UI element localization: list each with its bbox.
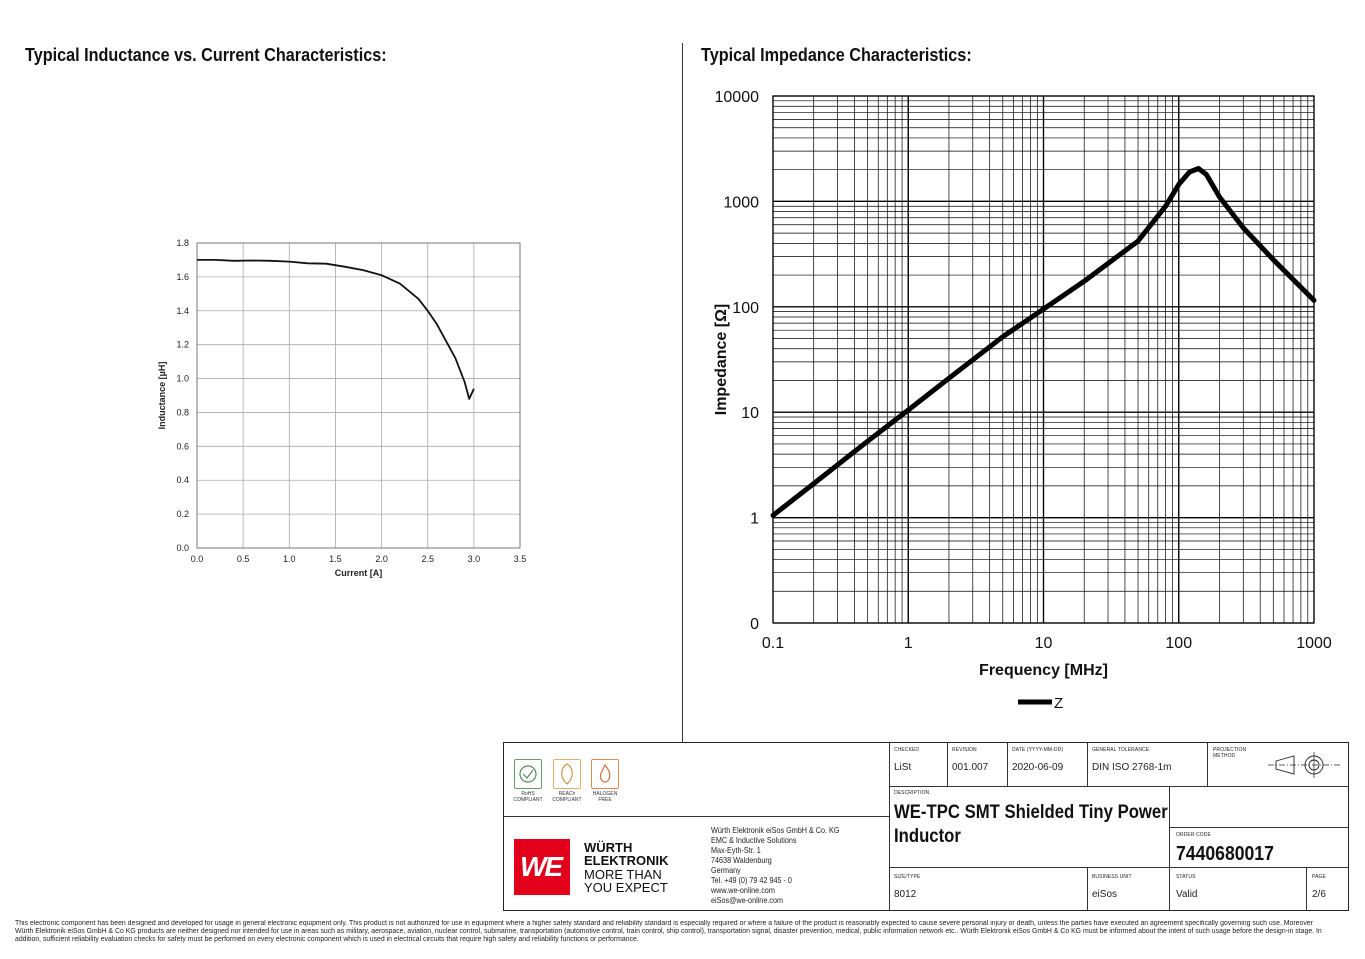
x-tick-label: 1000 <box>1296 635 1332 652</box>
tolerance-value: DIN ISO 2768-1m <box>1092 762 1172 773</box>
date-label: DATE (YYYY-MM-DD) <box>1012 747 1064 753</box>
address-line: Germany <box>711 865 741 875</box>
address-line: www.we-online.com <box>711 885 775 895</box>
x-tick-label: 3.0 <box>467 554 481 564</box>
we-logo-text: WE <box>520 851 562 882</box>
impedance-chart <box>700 80 1340 720</box>
y-tick-label: 1 <box>750 510 759 528</box>
we-logo <box>514 839 570 895</box>
y-tick-label: 0.4 <box>176 475 189 486</box>
rohs-sub: COMPLIANT <box>513 797 543 803</box>
x-tick-label: 100 <box>1165 635 1193 652</box>
y-tick-label: 0.0 <box>176 543 189 553</box>
x-tick-label: 0.5 <box>236 554 250 564</box>
right-chart-title: Typical Impedance Characteristics: <box>701 45 972 65</box>
description-label: DESCRIPTION <box>894 790 930 796</box>
x-axis-label: Frequency [MHz] <box>979 662 1108 679</box>
y-tick-label: 1.8 <box>176 238 189 248</box>
y-tick-label: 1.4 <box>176 305 189 316</box>
y-tick-label: 10 <box>741 405 759 423</box>
date-value: 2020-06-09 <box>1012 762 1064 773</box>
halogen-label: HALOGEN <box>592 791 618 797</box>
revision-label: REVISION <box>952 747 977 753</box>
y-tick-label: 100 <box>732 299 759 317</box>
size-value: 8012 <box>894 889 917 900</box>
address-line: eiSos@we-online.com <box>711 895 783 905</box>
y-axis-label: Impedance [Ω] <box>713 303 730 416</box>
description-value: WE-TPC SMT Shielded Tiny Power Inductor <box>894 802 1168 847</box>
size-label: SIZE/TYPE <box>894 874 921 880</box>
address-line: 74638 Waldenburg <box>711 855 772 865</box>
company-address <box>711 825 839 905</box>
y-tick-label: 0 <box>750 616 759 633</box>
status-label: STATUS <box>1176 874 1196 880</box>
revision-value: 001.007 <box>952 762 989 773</box>
x-tick-label: 3.5 <box>513 554 527 564</box>
reach-label: REACh <box>558 791 576 797</box>
x-tick-label: 0.1 <box>761 635 785 652</box>
order-code-value: 7440680017 <box>1176 843 1274 865</box>
x-tick-label: 1.5 <box>329 554 342 564</box>
y-tick-label: 0.8 <box>176 407 189 418</box>
projection-method-icon <box>1266 751 1342 779</box>
brand-line1: WÜRTH <box>584 840 633 855</box>
tolerance-label: GENERAL TOLERANCE <box>1092 747 1150 753</box>
brand-line3: MORE THAN <box>584 867 662 882</box>
brand-line2: ELEKTRONIK <box>584 853 669 868</box>
checked-value: LiSt <box>894 762 912 773</box>
address-line: Tel. +49 (0) 79 42 945 - 0 <box>711 875 792 885</box>
business-unit-value: eiSos <box>1092 889 1118 900</box>
y-axis-label: Inductance [µH] <box>157 361 167 430</box>
disclaimer-footer: This electronic component has been designed and developed for usage in general electronic equipment only. This product is not authorized for use in equipment where a higher safety standard and reliability standard is especially required or where a failure of the product is reasonably expected to cause severe personal injury or death, unless the parties have executed an agreement specifically governing such use. Moreover Würth Elektronik eiSos GmbH & Co KG products are neither designed nor intended for use in areas such as military, aerospace, aviation, nuclear control, submarine, transportation (automotive control, train control, ship control), transportation signal, disaster prevention, medical, public information network etc.. Würth Elektronik eiSos GmbH & Co KG must be informed about the intent of such usage before the design-in stage. In addition, sufficient reliability evaluation checks for safety must be performed on every electronic component which is used in electrical circuits that require high safety and reliability functions or performance. <box>15 920 1322 943</box>
x-axis-label: Current [A] <box>334 568 383 578</box>
projection-label: PROJECTION METHOD <box>1213 747 1247 759</box>
business-unit-label: BUSINESS UNIT <box>1092 874 1132 880</box>
checked-label: CHECKED <box>894 747 920 753</box>
page-value: 2/6 <box>1312 889 1326 900</box>
x-tick-label: 2.0 <box>375 554 388 564</box>
y-tick-label: 0.6 <box>176 441 189 452</box>
y-tick-label: 0.2 <box>176 509 189 520</box>
address-line: Max-Eyth-Str. 1 <box>711 845 761 855</box>
inductance-chart <box>150 235 550 585</box>
y-tick-label: 1.0 <box>176 373 189 384</box>
reach-sub: COMPLIANT <box>552 797 582 803</box>
address-line: EMC & Inductive Solutions <box>711 835 797 845</box>
rohs-icon <box>514 759 542 789</box>
y-tick-label: 10000 <box>714 89 759 106</box>
x-tick-label: 1.0 <box>283 554 296 564</box>
reach-icon <box>553 759 581 789</box>
y-tick-label: 1.2 <box>176 339 189 350</box>
x-tick-label: 2.5 <box>421 554 434 564</box>
left-chart-title: Typical Inductance vs. Current Characteristics: <box>25 45 387 65</box>
address-line: Würth Elektronik eiSos GmbH & Co. KG <box>711 825 840 835</box>
legend-label-z: Z <box>1054 695 1064 712</box>
y-tick-label: 1.6 <box>176 271 189 282</box>
rohs-label: RoHS <box>521 791 535 797</box>
brand-line4: YOU EXPECT <box>584 880 668 895</box>
y-tick-label: 1000 <box>723 194 759 212</box>
page-label: PAGE <box>1312 874 1326 880</box>
title-block <box>503 742 1349 911</box>
x-tick-label: 10 <box>1034 635 1053 652</box>
x-tick-label: 1 <box>903 635 913 652</box>
x-tick-label: 0.0 <box>190 554 204 564</box>
status-value: Valid <box>1176 889 1198 900</box>
order-code-label: ORDER CODE <box>1176 832 1211 838</box>
halogen-free-icon <box>591 759 619 789</box>
column-divider <box>682 43 683 743</box>
halogen-sub: FREE <box>598 797 612 803</box>
